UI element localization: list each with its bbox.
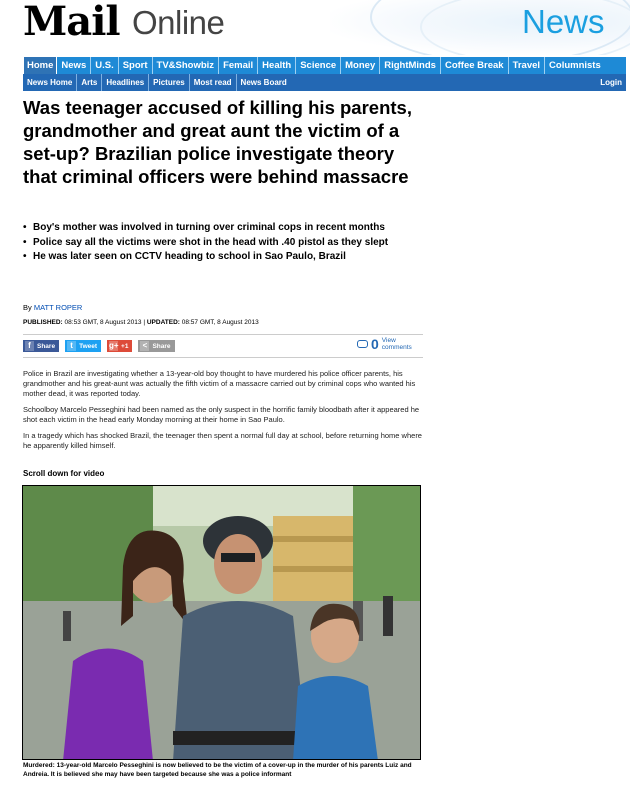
section-title[interactable]: News [522, 3, 605, 40]
share-label: Share [152, 342, 171, 350]
sub-nav [23, 74, 626, 91]
nav-item-rightminds[interactable]: RightMinds [380, 57, 441, 74]
nav-item-news[interactable]: News [57, 57, 91, 74]
divider [23, 334, 423, 335]
subnav-item-arts[interactable]: Arts [77, 74, 102, 91]
masthead [0, 0, 630, 55]
subnav-item-headlines[interactable]: Headlines [102, 74, 149, 91]
google-plus-button[interactable] [107, 340, 132, 352]
article-photo[interactable] [22, 485, 421, 760]
subnav-item-news-board[interactable]: News Board [240, 78, 287, 87]
article-paragraph: Schoolboy Marcelo Pesseghini had been named as the only suspect in the horrific family bloodbath after it appeared he shot each victim in the head early Monday morning at their home in Sao Paulo. [23, 405, 420, 424]
nav-item-sport[interactable]: Sport [119, 57, 153, 74]
twitter-tweet-label: Tweet [79, 342, 98, 350]
subnav-item-most-read[interactable]: Most read [190, 74, 237, 91]
divider [23, 357, 423, 358]
twitter-tweet-button[interactable] [65, 340, 101, 352]
subnav-item-pictures[interactable]: Pictures [149, 74, 190, 91]
author-link[interactable]: MATT ROPER [33, 303, 83, 312]
summary-bullet: • Police say all the victims were shot in the head with .40 pistol as they slept [23, 237, 423, 250]
comment-count: 0 [371, 336, 379, 352]
google-plus-icon: g+ [109, 341, 119, 350]
login-link[interactable]: Login [600, 78, 622, 87]
article-paragraph: In a tragedy which has shocked Brazil, the teenager then spent a normal full day at school, before returning home where he apparently killed himself. [23, 431, 422, 450]
scroll-down-for-video: Scroll down for video [23, 469, 105, 478]
view-comments-link[interactable] [357, 337, 422, 351]
article-body [23, 369, 423, 457]
published-label: PUBLISHED: [23, 319, 63, 326]
updated-label: UPDATED: [146, 319, 180, 326]
share-icon: < [140, 341, 149, 351]
summary-bullet: • Boy's mother was involved in turning over criminal cops in recent months [23, 222, 423, 235]
share-bar [23, 340, 175, 352]
article-paragraph: Police in Brazil are investigating whether a 13-year-old boy thought to have murdered his police officer parents, his grandmother and his great-aunt was actually the fifth victim of a massacre carried out by criminal cops who wanted his mother dead, it was reported today. [23, 369, 416, 398]
byline [23, 303, 82, 312]
share-button[interactable] [138, 340, 174, 352]
updated-date: 08:57 GMT, 8 August 2013 [181, 319, 259, 326]
article-summary [23, 222, 423, 266]
photo-illustration [23, 486, 421, 760]
view-comments-label: View comments [381, 337, 412, 351]
facebook-share-button[interactable] [23, 340, 59, 352]
date-separator: | [143, 319, 146, 326]
dateline [23, 319, 259, 326]
main-nav [23, 57, 626, 74]
nav-item-money[interactable]: Money [341, 57, 380, 74]
subnav-item-news-home[interactable]: News Home [23, 74, 77, 91]
nav-item-science[interactable]: Science [296, 57, 341, 74]
photo-caption: Murdered: 13-year-old Marcelo Pesseghini is now believed to be the victim of a cover-up in the murder of his parents Luiz and Andreia. It is believed she may have been targeted because she was a police informant [23, 762, 412, 778]
logo-online[interactable]: Online [132, 4, 225, 41]
nav-item-us[interactable]: U.S. [91, 57, 118, 74]
nav-item-femail[interactable]: Femail [219, 57, 258, 74]
facebook-share-label: Share [37, 342, 56, 350]
comment-bubble-icon [357, 340, 368, 348]
published-date: 08:53 GMT, 8 August 2013 [64, 319, 142, 326]
nav-item-travel[interactable]: Travel [509, 57, 545, 74]
logo-mail[interactable]: Mail [23, 0, 120, 45]
facebook-icon: f [25, 341, 34, 351]
nav-item-coffee-break[interactable]: Coffee Break [441, 57, 509, 74]
byline-prefix: By [23, 303, 32, 312]
nav-item-health[interactable]: Health [258, 57, 296, 74]
article-headline: Was teenager accused of killing his parents, grandmother and great aunt the victim of a set-up? Brazilian police investigate theory that criminal officers were behind massacre [23, 97, 412, 187]
nav-item-tvshowbiz[interactable]: TV&Showbiz [153, 57, 220, 74]
twitter-icon: t [67, 341, 76, 351]
summary-bullet: • He was later seen on CCTV heading to school in Sao Paulo, Brazil [23, 251, 423, 264]
nav-item-home[interactable]: Home [23, 56, 57, 75]
google-plus-label: +1 [121, 342, 129, 350]
nav-item-columnists[interactable]: Columnists [549, 60, 601, 71]
